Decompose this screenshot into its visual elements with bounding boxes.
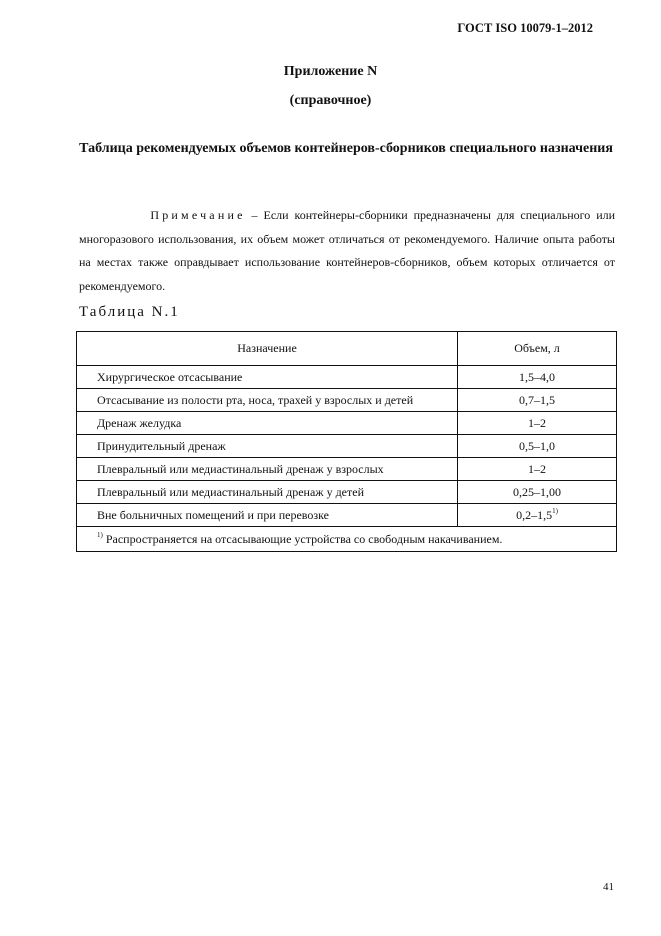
document-header: ГОСТ ISO 10079-1–2012 (457, 21, 593, 35)
note-label: Примечание (150, 208, 246, 222)
table-footnote (77, 527, 617, 552)
table-row (77, 481, 617, 504)
note-text: Если контейнеры-сборники предназначены для специального или многоразового использования, их объем может отличаться от рекомендуемого. Наличие опыта работы на местах также оправдывает использование контейнеров-сборников, объем которых отличается от рекомендуемого. (79, 208, 616, 293)
volume-value: 0,2–1,5 (516, 508, 553, 522)
table-row (77, 504, 617, 527)
header-volume: Объем, л (458, 332, 617, 366)
cell-volume (458, 504, 617, 527)
appendix-subtitle: (справочное) (289, 93, 372, 108)
table-caption: Таблица N.1 (79, 304, 180, 320)
cell-volume: 0,25–1,00 (458, 481, 617, 504)
note-paragraph (79, 204, 615, 298)
cell-purpose: Принудительный дренаж (77, 435, 458, 458)
cell-volume: 0,5–1,0 (458, 435, 617, 458)
table-row (77, 389, 617, 412)
table-header-row (77, 332, 617, 366)
footnote-mark: 1) (552, 507, 558, 515)
cell-volume: 1–2 (458, 458, 617, 481)
cell-volume: 1,5–4,0 (458, 366, 617, 389)
volumes-table (76, 331, 617, 552)
cell-purpose: Дренаж желудка (77, 412, 458, 435)
cell-purpose: Отсасывание из полости рта, носа, трахей у взрослых и детей (77, 389, 458, 412)
table-row (77, 458, 617, 481)
table-row (77, 435, 617, 458)
table-title: Таблица рекомендуемых объемов контейнеров-сборников специального назначения (79, 141, 613, 156)
note-dash: – (245, 208, 264, 222)
footnote-text: Распространяется на отсасывающие устройства со свободным накачиванием. (102, 532, 503, 546)
cell-purpose: Хирургическое отсасывание (77, 366, 458, 389)
cell-purpose: Вне больничных помещений и при перевозке (77, 504, 458, 527)
appendix-title: Приложение N (283, 64, 378, 79)
cell-purpose: Плевральный или медиастинальный дренаж у взрослых (77, 458, 458, 481)
footnote-mark: 1) (97, 531, 103, 539)
cell-volume: 1–2 (458, 412, 617, 435)
table-footnote-row (77, 527, 617, 552)
header-purpose: Назначение (77, 332, 458, 366)
table-row (77, 366, 617, 389)
cell-volume: 0,7–1,5 (458, 389, 617, 412)
table-row (77, 412, 617, 435)
cell-purpose: Плевральный или медиастинальный дренаж у детей (77, 481, 458, 504)
page-number: 41 (603, 881, 614, 893)
